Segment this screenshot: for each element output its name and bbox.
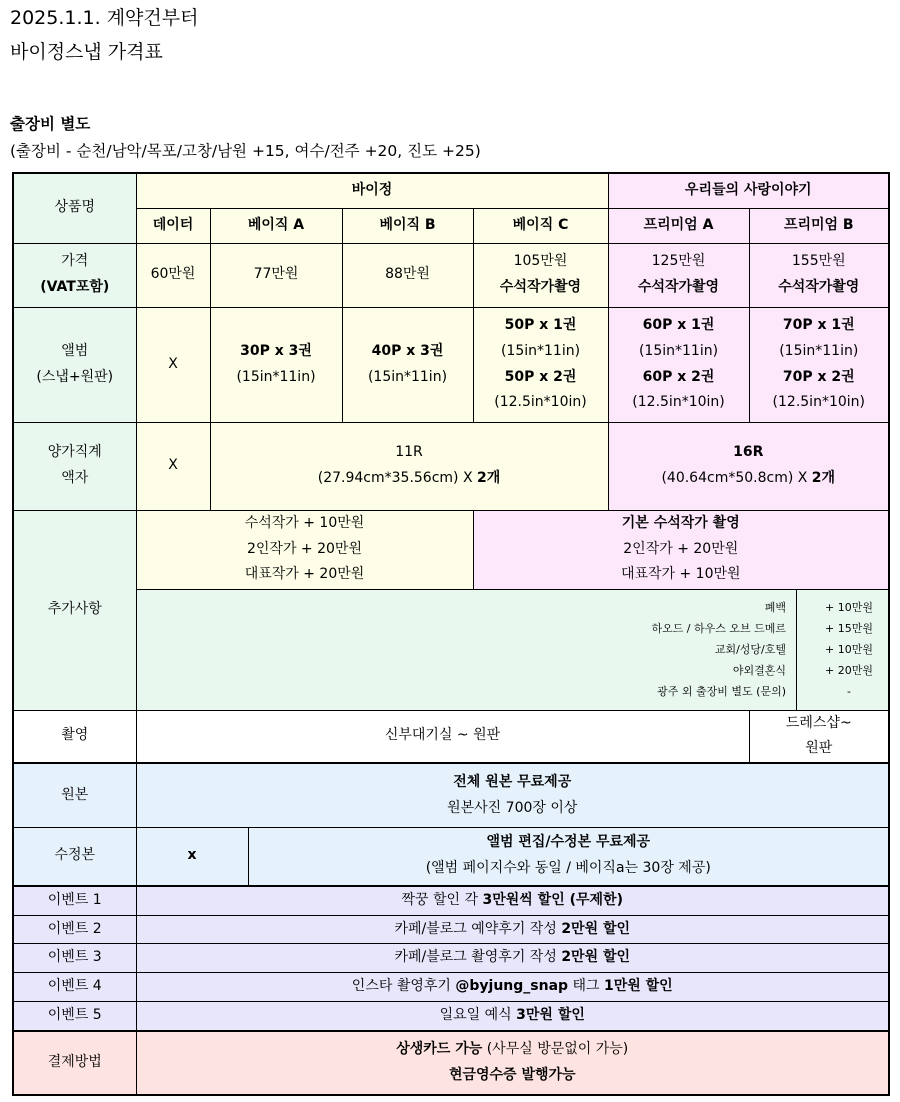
group-love-story-header: 우리들의 사랑이야기 — [608, 173, 889, 208]
shooting-row-label: 촬영 — [13, 710, 136, 763]
col-premium-a: 프리미엄 A — [608, 208, 749, 243]
event-1-text: 짝꿍 할인 각 3만원씩 할인 (무제한) — [136, 886, 889, 916]
option-outside-gwangju: 광주 외 출장비 별도 (문의) — [657, 685, 787, 698]
col-premium-b: 프리미엄 B — [749, 208, 889, 243]
option-outside-gwangju-price: - — [847, 685, 851, 698]
extras-bijung: 수석작가 + 10만원 2인작가 + 20만원 대표작가 + 20만원 — [136, 510, 473, 589]
option-outdoor-price: + 20만원 — [825, 664, 873, 677]
col-basic-c: 베이직 C — [473, 208, 608, 243]
extras-row-label: 추가사항 — [13, 510, 136, 710]
option-church-hotel-price: + 10만원 — [825, 643, 873, 656]
retouch-row-label: 수정본 — [13, 827, 136, 886]
extras-love-story: 기본 수석작가 촬영 2인작가 + 20만원 대표작가 + 10만원 — [473, 510, 889, 589]
album-row-label: 앨범 (스냅+원판) — [13, 307, 136, 422]
event-3-label: 이벤트 3 — [13, 944, 136, 973]
album-premium-a: 60P x 1권 (15in*11in) 60P x 2권 (12.5in*10in) — [608, 307, 749, 422]
extras-options — [136, 589, 889, 710]
option-church-hotel: 교회/성당/호텔 — [714, 643, 787, 656]
event-5-text: 일요일 예식 3만원 할인 — [136, 1002, 889, 1031]
product-name-header: 상품명 — [13, 173, 136, 243]
option-house-of-demer: 하오드 / 하우스 오브 드메르 — [651, 622, 787, 635]
price-row-label: 가격 (VAT포함) — [13, 243, 136, 307]
frame-data: X — [136, 422, 210, 510]
shooting-dress-shop: 드레스샵~ 원판 — [749, 710, 889, 763]
event-1-label: 이벤트 1 — [13, 886, 136, 916]
price-basic-b: 88만원 — [342, 243, 473, 307]
price-table — [12, 172, 890, 1096]
event-5-label: 이벤트 5 — [13, 1002, 136, 1031]
col-basic-b: 베이직 B — [342, 208, 473, 243]
group-bijung-header: 바이정 — [136, 173, 608, 208]
price-basic-a: 77만원 — [210, 243, 342, 307]
original-row-label: 원본 — [13, 763, 136, 827]
option-pyebaek: 폐백 — [764, 601, 787, 614]
album-premium-b: 70P x 1권 (15in*11in) 70P x 2권 (12.5in*10in) — [749, 307, 889, 422]
album-basic-a: 30P x 3권 (15in*11in) — [210, 307, 342, 422]
travel-fee-detail: (출장비 - 순천/남악/목포/고창/남원 +15, 여수/전주 +20, 진도 +25) — [10, 142, 481, 160]
retouch-info: x 앨범 편집/수정본 무료제공 (앨범 페이지수와 동일 / 베이직a는 30장 제공) — [136, 827, 889, 886]
album-data: X — [136, 307, 210, 422]
frame-bijung: 11R (27.94cm*35.56cm) X 2개 — [210, 422, 608, 510]
frame-love-story: 16R (40.64cm*50.8cm) X 2개 — [608, 422, 889, 510]
price-data: 60만원 — [136, 243, 210, 307]
price-premium-a: 125만원 수석작가촬영 — [608, 243, 749, 307]
col-data: 데이터 — [136, 208, 210, 243]
shooting-range: 신부대기실 ~ 원판 — [136, 710, 749, 763]
option-house-of-demer-price: + 15만원 — [825, 622, 873, 635]
event-4-text: 인스타 촬영후기 @byjung_snap 태그 1만원 할인 — [136, 973, 889, 1002]
price-premium-b: 155만원 수석작가촬영 — [749, 243, 889, 307]
extras-option-names — [651, 597, 796, 702]
option-pyebaek-price: + 10만원 — [825, 601, 873, 614]
event-2-text: 카페/블로그 예약후기 작성 2만원 할인 — [136, 916, 889, 944]
payment-row-label: 결제방법 — [13, 1031, 136, 1095]
extras-option-prices — [796, 590, 888, 710]
event-2-label: 이벤트 2 — [13, 916, 136, 944]
travel-fee-title: 출장비 별도 — [10, 115, 91, 133]
col-basic-a: 베이직 A — [210, 208, 342, 243]
album-basic-c: 50P x 1권 (15in*11in) 50P x 2권 (12.5in*10in) — [473, 307, 608, 422]
option-outdoor: 야외결혼식 — [732, 664, 787, 677]
event-4-label: 이벤트 4 — [13, 973, 136, 1002]
retouch-data: x — [137, 828, 249, 885]
payment-info: 상생카드 가능 (사무실 방문없이 가능) 현금영수증 발행가능 — [136, 1031, 889, 1095]
event-3-text: 카페/블로그 촬영후기 작성 2만원 할인 — [136, 944, 889, 973]
price-basic-c: 105만원 수석작가촬영 — [473, 243, 608, 307]
page-title: 바이정스냅 가격표 — [10, 41, 163, 63]
original-info: 전체 원본 무료제공 원본사진 700장 이상 — [136, 763, 889, 827]
date-notice: 2025.1.1. 계약건부터 — [10, 7, 199, 29]
frame-row-label: 양가직계 액자 — [13, 422, 136, 510]
album-basic-b: 40P x 3권 (15in*11in) — [342, 307, 473, 422]
